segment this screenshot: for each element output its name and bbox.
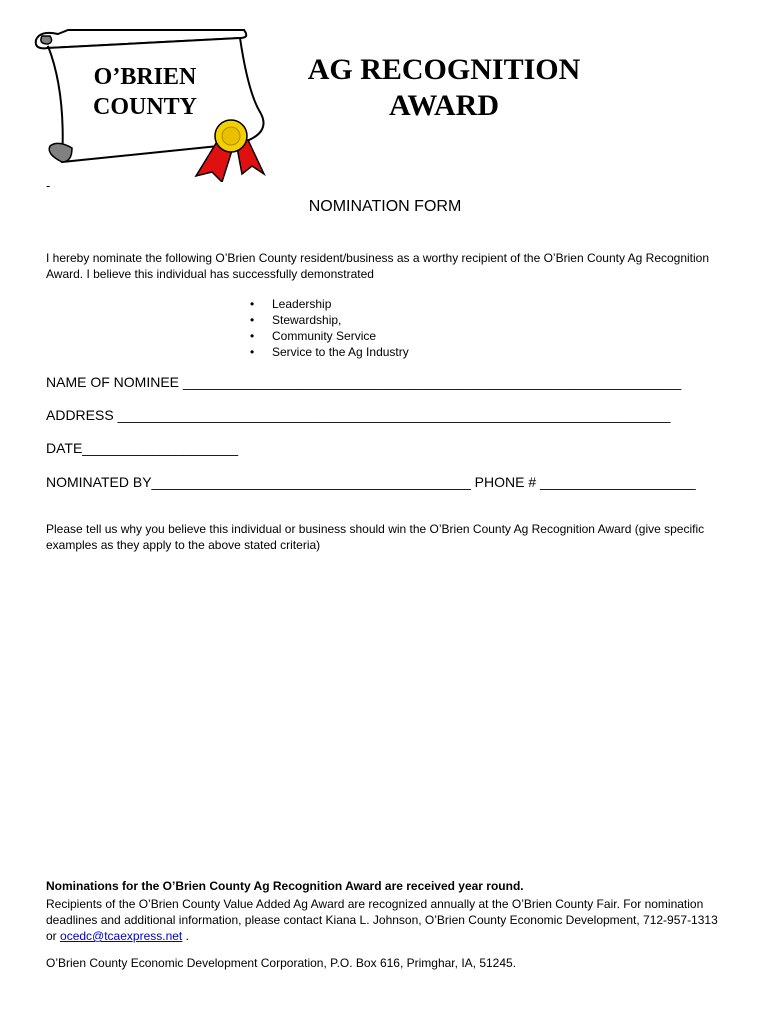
title-line2: AWARD bbox=[388, 89, 499, 122]
page-title bbox=[290, 52, 598, 124]
criteria-item: • Stewardship, bbox=[248, 312, 409, 328]
criteria-item: • Community Service bbox=[248, 328, 409, 344]
logo-text bbox=[60, 62, 230, 122]
reason-prompt: Please tell us why you believe this individual or business should win the O’Brien County Ag Recognition Award (give specific examples as they apply to the above stated criteria) bbox=[46, 522, 705, 552]
logo-line2: COUNTY bbox=[92, 94, 197, 120]
notice-end: . bbox=[182, 929, 189, 943]
intro-paragraph: I hereby nominate the following O’Brien County resident/business as a worthy recipient of the O’Brien County Ag Recognition Award. I believe this individual has successfully demonstrated bbox=[46, 251, 710, 281]
notice-body bbox=[46, 896, 726, 944]
nominee-name-field[interactable]: NAME OF NOMINEE ________________________________________________________________ bbox=[46, 374, 682, 390]
criteria-item: • Service to the Ag Industry bbox=[248, 344, 409, 360]
notice-heading: Nominations for the O’Brien County Ag Recognition Award are received year round. bbox=[46, 879, 524, 893]
address-field[interactable]: ADDRESS _______________________________________________________________________ bbox=[46, 407, 671, 423]
criteria-list bbox=[248, 296, 409, 360]
email-link[interactable]: ocedc@tcaexpress.net bbox=[60, 929, 183, 943]
nominated-by-phone-field[interactable]: NOMINATED BY_________________________________________ PHONE # ____________________ bbox=[46, 474, 696, 490]
stray-mark: - bbox=[46, 178, 51, 193]
title-line1: AG RECOGNITION bbox=[307, 53, 581, 86]
notice-text: Recipients of the O’Brien County Value Added Ag Award are recognized annually at the O’Brien County Fair. For nomination deadlines and additional information, please contact Kiana L. Johnson, O’Brien County Economic Development, 712-957-1313 or bbox=[46, 897, 718, 943]
form-heading: NOMINATION FORM bbox=[308, 198, 462, 215]
date-field[interactable]: DATE____________________ bbox=[46, 440, 239, 456]
footer-address: O’Brien County Economic Development Corporation, P.O. Box 616, Primghar, IA, 51245. bbox=[46, 956, 517, 970]
logo-line1: O’BRIEN bbox=[93, 64, 197, 90]
criteria-item: • Leadership bbox=[248, 296, 409, 312]
